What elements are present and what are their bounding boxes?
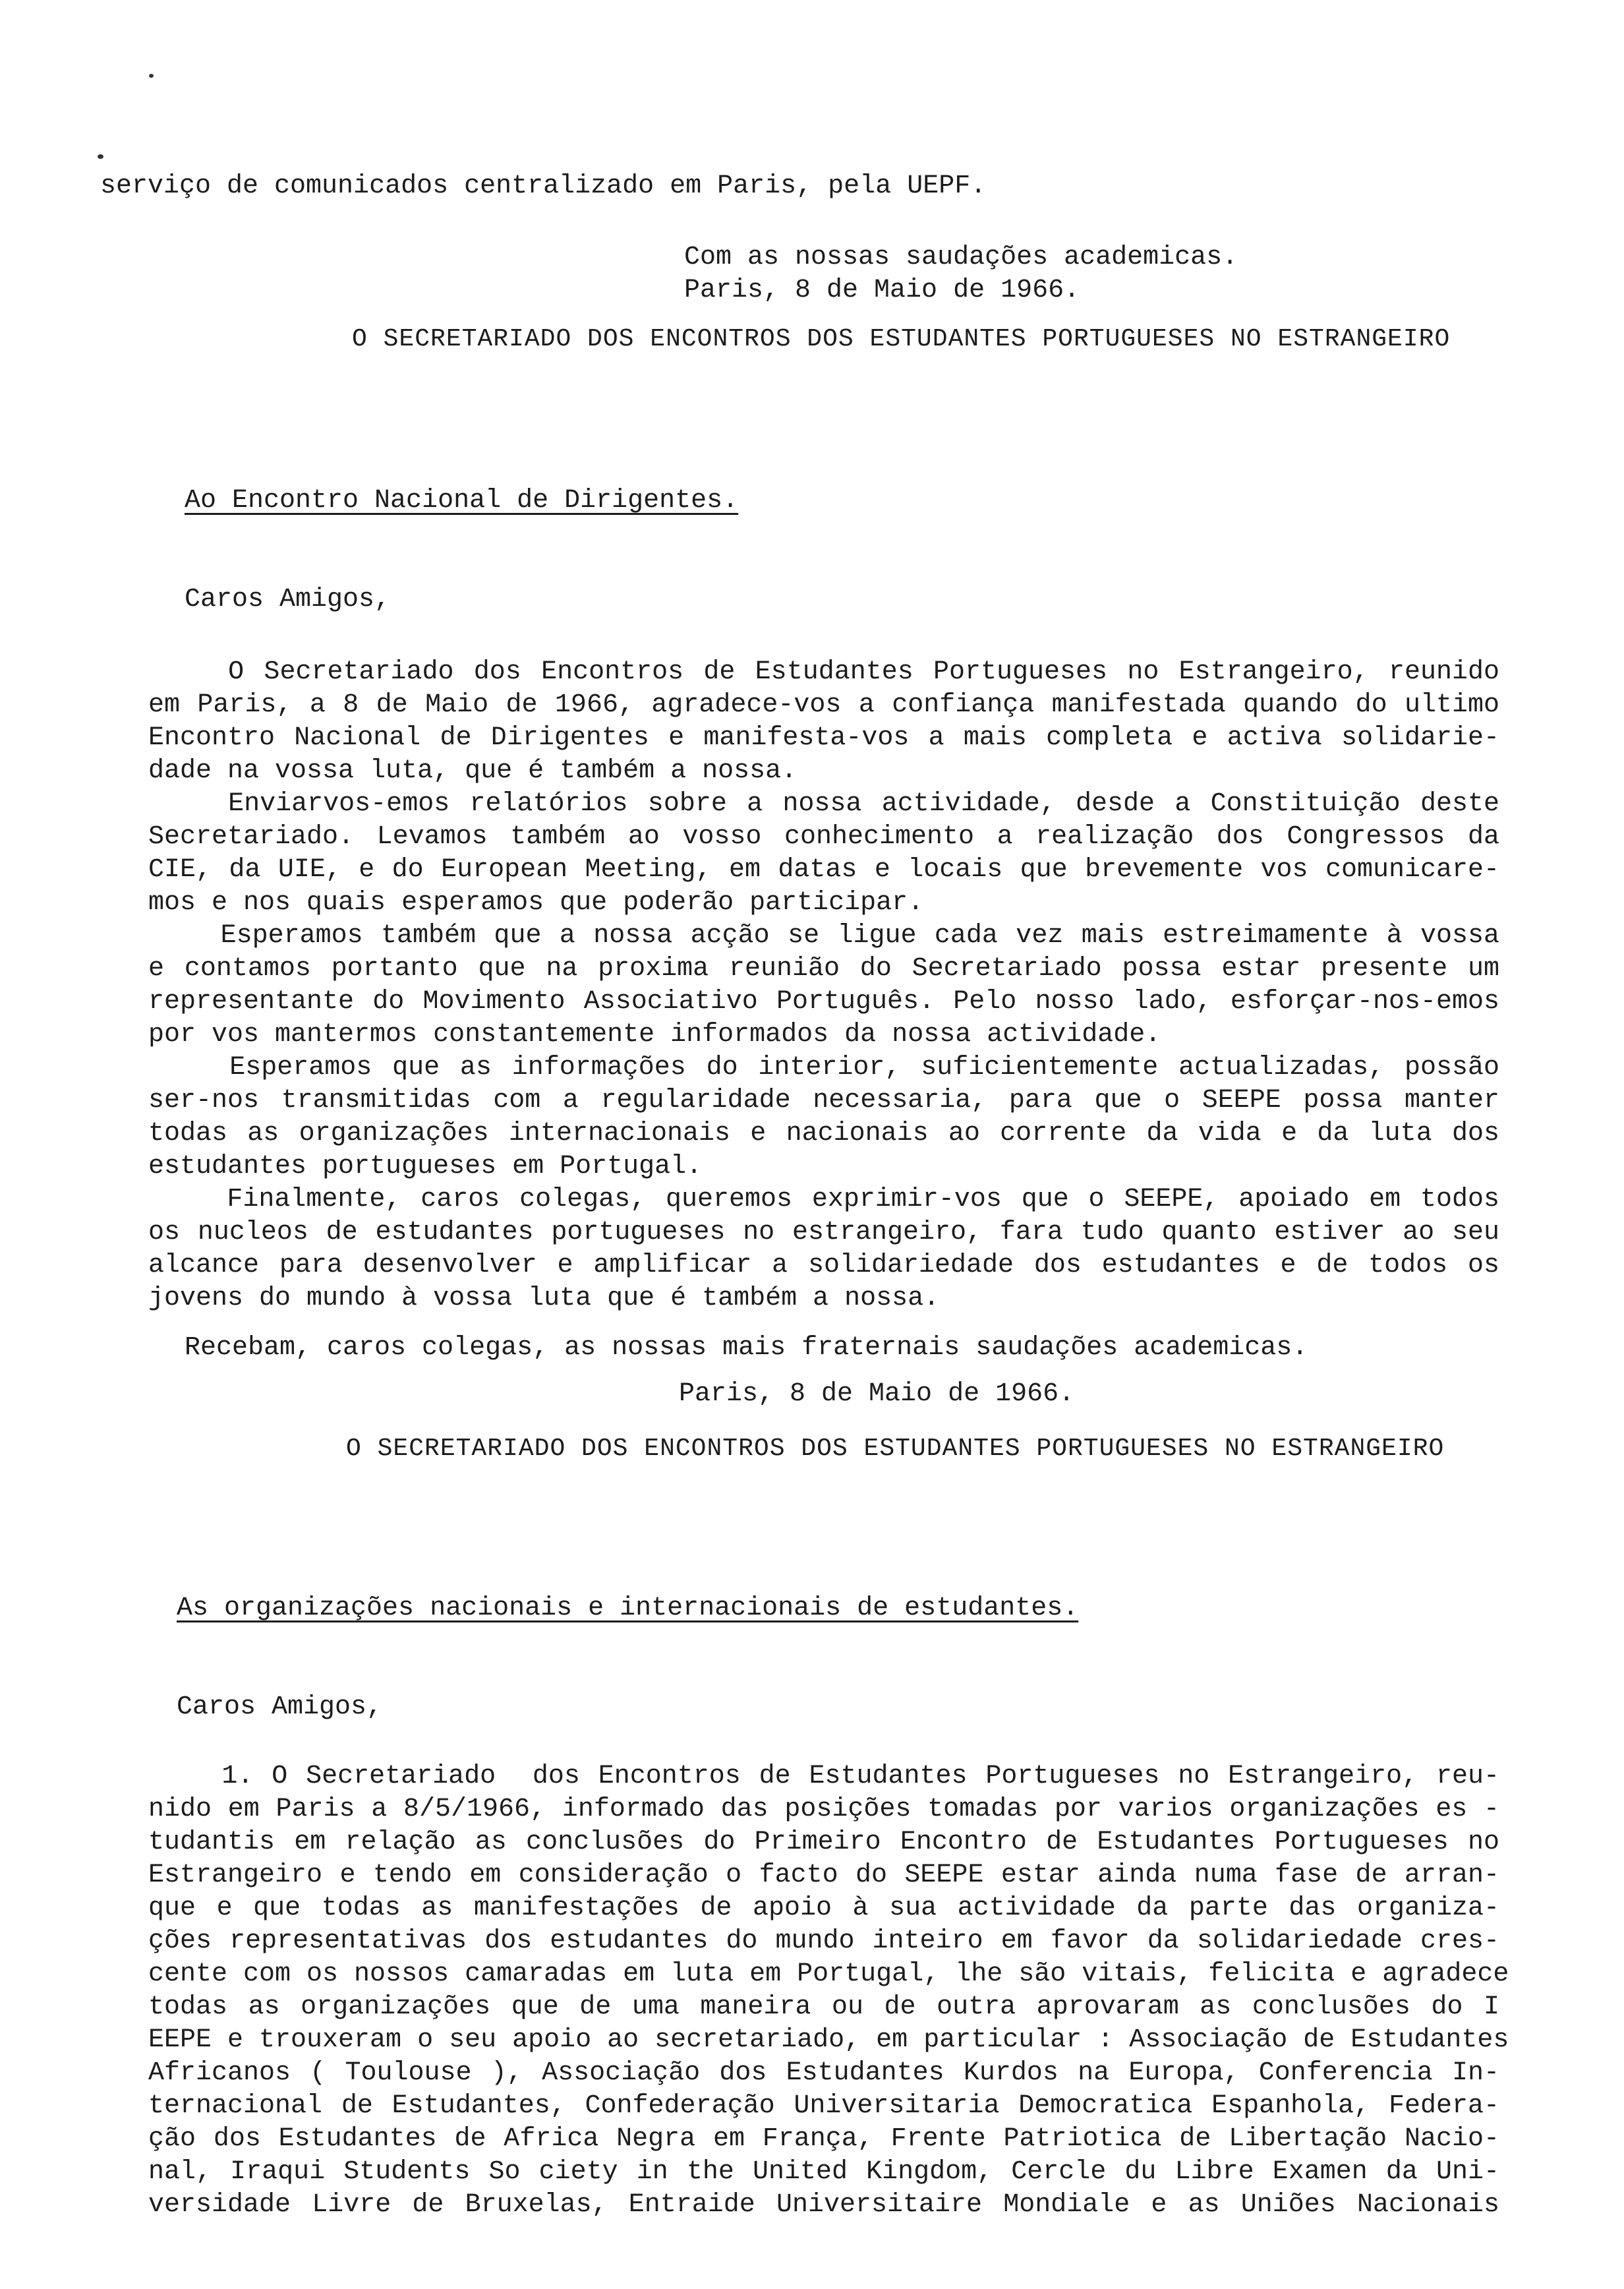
text-line: cente com os nossos camaradas em luta em Portugal, lhe são vitais, felicita e agradece [148, 1959, 1509, 1989]
text-line: todas as organizações que de uma maneira ou de outra aprovaram as conclusões do I [148, 1992, 1499, 2022]
salutation: Caros Amigos, [185, 585, 391, 614]
signature: O SECRETARIADO DOS ENCONTROS DOS ESTUDANTES PORTUGUESES NO ESTRANGEIRO [346, 1435, 1445, 1463]
text-line: estudantes portugueses em Portugal. [148, 1152, 703, 1181]
salutation: Caros Amigos, [177, 1692, 383, 1722]
text-line: jovens do mundo à vossa luta que é também a nossa. [148, 1284, 940, 1313]
text-line: por vos mantermos constantemente informados da nossa actividade. [148, 1020, 1161, 1050]
scan-speck [149, 74, 154, 78]
text-line: e contamos portanto que na proxima reunião do Secretariado possa estar presente um [148, 954, 1499, 984]
closing-greeting: Com as nossas saudações academicas. [684, 243, 1238, 272]
paragraph [148, 1760, 1509, 2222]
text-line: Enviarvos-emos relatórios sobre a nossa actividade, desde a Constituição deste [148, 789, 1499, 819]
text-line: os nucleos de estudantes portugueses no estrangeiro, fara tudo quanto estiver ao seu [148, 1218, 1499, 1247]
text-line: EEPE e trouxeram o seu apoio ao secretariado, em particular : Associação de Estudantes [148, 2025, 1509, 2055]
text-line: mos e nos quais esperamos que poderão participar. [148, 888, 924, 918]
closing-greeting: Recebam, caros colegas, as nossas mais fraternais saudações academicas. [185, 1333, 1308, 1363]
text-line: ternacional de Estudantes, Confederação Universitaria Democratica Espanhola, Federa- [148, 2091, 1499, 2121]
paragraph [148, 656, 1499, 1315]
text-line: Esperamos também que a nossa acção se ligue cada vez mais estreimamente à vossa [148, 921, 1499, 951]
text-line: O Secretariado dos Encontros de Estudantes Portugueses no Estrangeiro, reunido [148, 657, 1499, 687]
text-line: ções representativas dos estudantes do mundo inteiro em favor da solidariedade cres- [148, 1926, 1499, 1956]
text-line: Secretariado. Levamos também ao vosso conhecimento a realização dos Congressos da [148, 822, 1499, 852]
text-line: alcance para desenvolver e amplificar a solidariedade dos estudantes e de todos os [148, 1251, 1499, 1280]
scan-speck [98, 154, 103, 159]
text-line: 1. O Secretariado dos Encontros de Estudantes Portugueses no Estrangeiro, reu- [148, 1762, 1499, 1791]
closing-date: Paris, 8 de Maio de 1966. [684, 276, 1080, 305]
signature: O SECRETARIADO DOS ENCONTROS DOS ESTUDANTES PORTUGUESES NO ESTRANGEIRO [352, 325, 1451, 353]
text-line: Encontro Nacional de Dirigentes e manifesta-vos a mais completa e activa solidarie- [148, 723, 1499, 753]
letter-heading: As organizações nacionais e internacionais de estudantes. [177, 1593, 1079, 1623]
text-line: versidade Livre de Bruxelas, Entraide Universitaire Mondiale e as Uniões Nacionais [148, 2190, 1499, 2220]
text-line: representante do Movimento Associativo Português. Pelo nosso lado, esforçar-nos-emos [148, 987, 1499, 1017]
text-line: ção dos Estudantes de Africa Negra em França, Frente Patriotica de Libertação Nacio- [148, 2124, 1499, 2154]
continuation-line: serviço de comunicados centralizado em Paris, pela UEPF. [100, 171, 987, 201]
text-line: tudantis em relação as conclusões do Primeiro Encontro de Estudantes Portugueses no [148, 1828, 1499, 1857]
text-line: Esperamos que as informações do interior, suficientemente actualizadas, possão [148, 1053, 1499, 1083]
text-line: Africanos ( Toulouse ), Associação dos Estudantes Kurdos na Europa, Conferencia In- [148, 2058, 1499, 2088]
text-line: todas as organizações internacionais e nacionais ao corrente da vida e da luta dos [148, 1119, 1499, 1148]
text-line: Finalmente, caros colegas, queremos exprimir-vos que o SEEPE, apoiado em todos [148, 1185, 1499, 1214]
text-line: Estrangeiro e tendo em consideração o facto do SEEPE estar ainda numa fase de arran- [148, 1860, 1499, 1890]
text-line: que e que todas as manifestações de apoio à sua actividade da parte das organiza- [148, 1893, 1499, 1923]
letter-heading: Ao Encontro Nacional de Dirigentes. [185, 486, 739, 516]
closing-date: Paris, 8 de Maio de 1966. [679, 1379, 1075, 1409]
text-line: nal, Iraqui Students So ciety in the United Kingdom, Cercle du Libre Examen da Uni- [148, 2157, 1499, 2187]
text-line: CIE, da UIE, e do European Meeting, em datas e locais que brevemente vos comunicare- [148, 855, 1499, 885]
text-line: ser-nos transmitidas com a regularidade necessaria, para que o SEEPE possa manter [148, 1086, 1499, 1115]
text-line: dade na vossa luta, que é também a nossa. [148, 756, 798, 786]
text-line: nido em Paris a 8/5/1966, informado das posições tomadas por varios organizações es - [148, 1795, 1499, 1824]
text-line: em Paris, a 8 de Maio de 1966, agradece-vos a confiança manifestada quando do ultimo [148, 690, 1499, 720]
